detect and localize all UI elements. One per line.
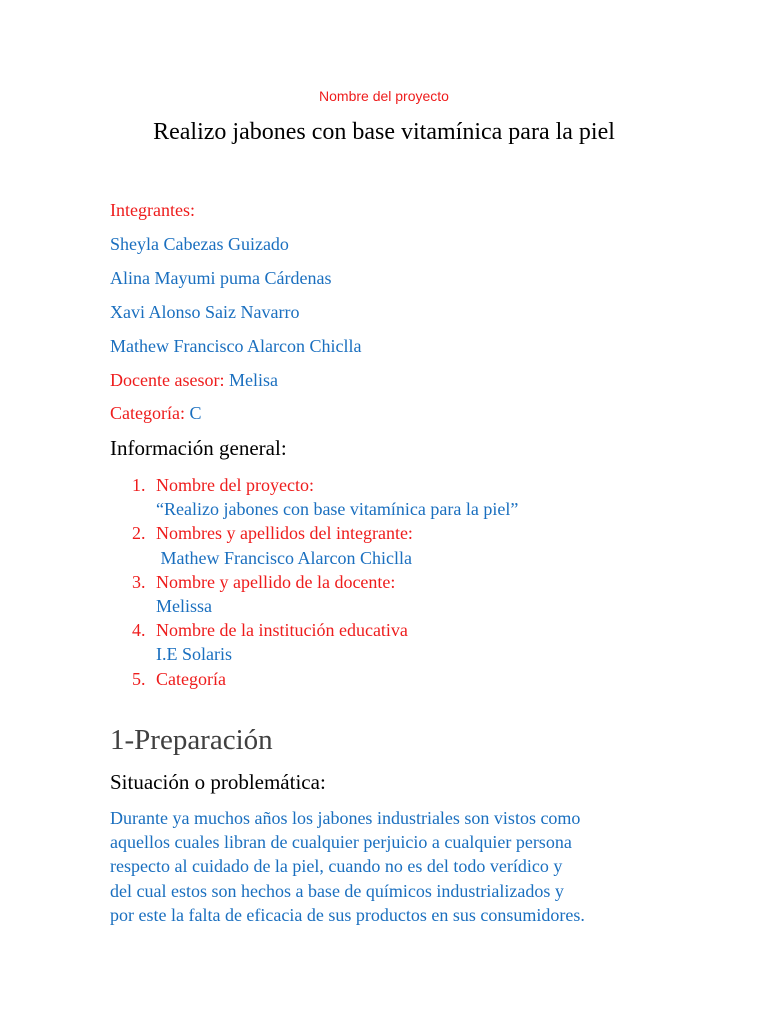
member-name: Alina Mayumi puma Cárdenas: [110, 268, 332, 288]
list-item-number: 3.: [132, 571, 146, 592]
problem-subheading: Situación o problemática:: [110, 770, 326, 794]
list-item-label: Nombre y apellido de la docente:: [156, 571, 396, 592]
list-item-value: I.E Solaris: [156, 644, 232, 665]
advisor-value: Melisa: [228, 370, 278, 390]
list-item: [110, 521, 518, 569]
paragraph-line: Durante ya muchos años los jabones industriales son vistos como: [110, 808, 581, 828]
list-item: [110, 667, 518, 691]
member-name: Mathew Francisco Alarcon Chiclla: [110, 336, 362, 356]
members-label: Integrantes:: [110, 200, 195, 220]
member-name: Sheyla Cabezas Guizado: [110, 234, 289, 254]
general-info-list: [110, 473, 518, 691]
document-title: Realizo jabones con base vitamínica para la piel: [153, 119, 615, 145]
category-line: [110, 403, 202, 424]
project-name-label: Nombre del proyecto: [319, 88, 449, 104]
problem-paragraph: [110, 806, 670, 927]
list-item-number: 1.: [132, 475, 146, 495]
list-item: [110, 618, 518, 666]
category-value: C: [189, 403, 202, 423]
paragraph-line: del cual estos son hechos a base de químicos industrializados y: [110, 880, 564, 901]
list-item: [110, 473, 518, 521]
list-item-label: Nombres y apellidos del integrante:: [156, 523, 413, 544]
list-item-label: Categoría: [156, 668, 226, 689]
paragraph-line: aquellos cuales libran de cualquier perjuicio a cualquier persona: [110, 832, 572, 853]
preparation-heading: 1-Preparación: [110, 724, 273, 756]
list-item-value: Melissa: [156, 596, 212, 617]
advisor-line: [110, 370, 278, 391]
advisor-label: Docente asesor:: [110, 370, 225, 390]
list-item-label: Nombre de la institución educativa: [156, 620, 408, 641]
list-item: [110, 570, 518, 618]
list-item-label: Nombre del proyecto:: [156, 475, 314, 495]
category-label: Categoría:: [110, 403, 185, 423]
list-item-number: 5.: [132, 668, 146, 689]
list-item-number: 2.: [132, 523, 146, 544]
general-info-heading: Información general:: [110, 436, 287, 460]
paragraph-line: respecto al cuidado de la piel, cuando no es del todo verídico y: [110, 856, 563, 877]
member-name: Xavi Alonso Saiz Navarro: [110, 302, 300, 322]
list-item-value: “Realizo jabones con base vitamínica para la piel”: [156, 499, 519, 520]
paragraph-line: por este la falta de eficacia de sus productos en sus consumidores.: [110, 904, 585, 925]
list-item-number: 4.: [132, 620, 146, 641]
list-item-value: Mathew Francisco Alarcon Chiclla: [156, 547, 412, 568]
